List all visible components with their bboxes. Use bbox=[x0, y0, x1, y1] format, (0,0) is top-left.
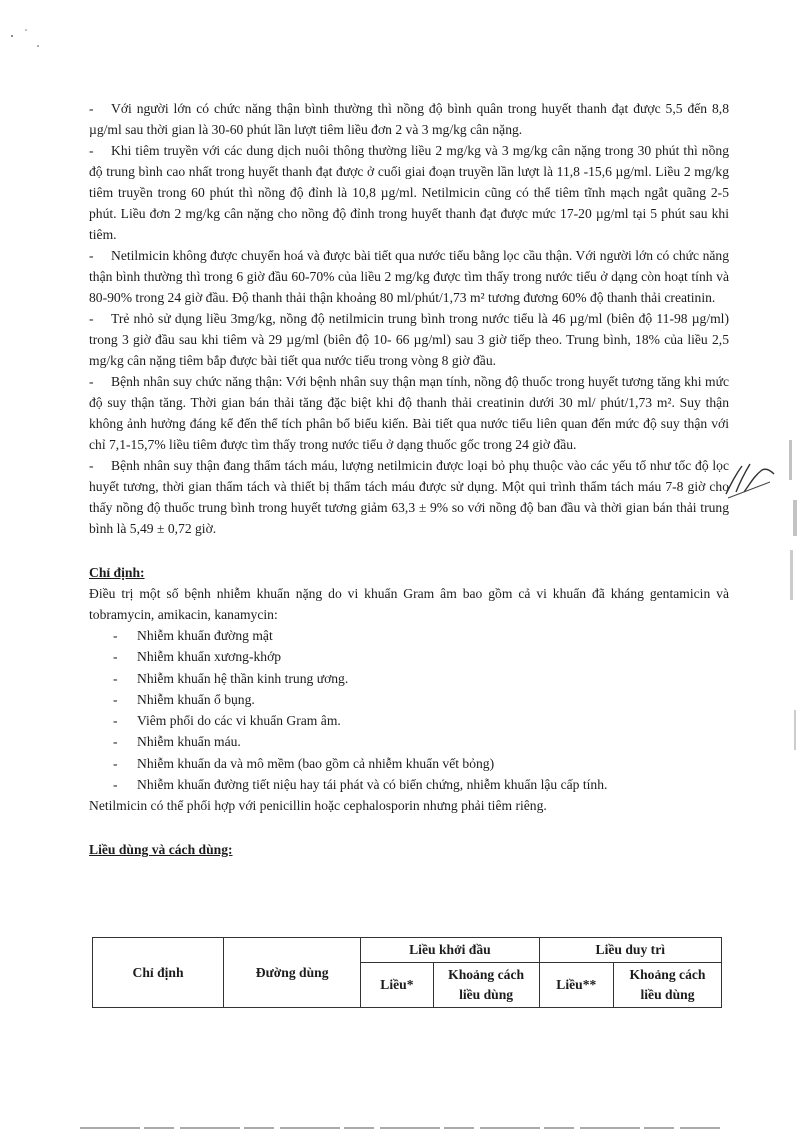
dosage-heading: Liều dùng và cách dùng: bbox=[89, 842, 233, 858]
bullet-dash: - bbox=[89, 458, 94, 473]
col-header-initial-dose: Liều* bbox=[361, 963, 433, 1008]
bullet-dash: - bbox=[89, 248, 94, 263]
list-item: - Nhiễm khuẩn xương-khớp bbox=[113, 649, 282, 665]
handwritten-initials bbox=[722, 452, 780, 502]
paragraph-children: - Trẻ nhỏ sử dụng liều 3mg/kg, nồng độ netilmicin trung bình trong nước tiểu là 46 µg/ml (biên độ 11-98 µg/ml) trong 3 giờ đầu sau khi tiêm và 29 µg/ml (biên độ 10- 66 µg/ml) sau 3 giờ tiếp theo. Trung bình, 18% của liều 2,5 mg/kg cân nặng tiêm bắp được bài tiết qua nước tiểu trong vòng 8 giờ đầu. bbox=[89, 308, 729, 371]
bullet-dash: - bbox=[89, 101, 94, 116]
col-header-route: Đường dùng bbox=[224, 938, 361, 1008]
paragraph-hemodialysis: - Bệnh nhân suy thận đang thẩm tách máu, lượng netilmicin được loại bỏ phụ thuộc vào các yếu tố như tốc độ lọc huyết tương, thời gian thẩm tách và thiết bị thẩm tách máu được sử dụng. Một qui trình thẩm tách máu 7-8 giờ cho thấy nồng độ thuốc trung bình trong huyết tương giảm 63,3 ± 9% so với nồng độ ban đầu và thời gian bán thải trung bình là 5,49 ± 0,72 giờ. bbox=[89, 455, 729, 539]
paragraph-renal-impairment: - Bệnh nhân suy chức năng thận: Với bệnh nhân suy thận mạn tính, nồng độ thuốc trong huyết tương tăng khi mức độ suy thận tăng. Thời gian bán thải tăng đặc biệt khi độ thanh thải creatinin dưới 30 ml/ phút/1,73 m². Suy thận không ảnh hưởng đáng kể đến thể tích phân bố biểu kiến. Bài tiết qua nước tiểu liên quan đến mức độ suy thận với chỉ 7,1-15,7% liều tiêm được tìm thấy trong nước tiểu ở dạng thuốc gốc trong 24 giờ đầu. bbox=[89, 371, 729, 455]
col-header-maintenance-interval: Khoảng cách liều dùng bbox=[614, 963, 722, 1008]
col-header-initial-interval: Khoảng cách liều dùng bbox=[433, 963, 539, 1008]
paragraph-excretion: - Netilmicin không được chuyển hoá và được bài tiết qua nước tiểu bằng lọc cầu thận. Với người lớn có chức năng thận bình thường thì trong 6 giờ đầu 60-70% của liều 2 mg/kg được tìm thấy trong nước tiểu ở dạng còn hoạt tính và 80-90% trong 24 giờ đầu. Độ thanh thải thận khoảng 80 ml/phút/1,73 m² tương đương 60% độ thanh thải creatinin. bbox=[89, 245, 729, 308]
list-item: - Nhiễm khuẩn ổ bụng. bbox=[113, 691, 255, 707]
list-item: - Nhiễm khuẩn đường tiết niệu hay tái phát và có biến chứng, nhiễm khuẩn lậu cấp tính. bbox=[113, 777, 608, 793]
group-header-maintenance: Liều duy trì bbox=[539, 938, 721, 963]
dosage-table bbox=[92, 937, 722, 1008]
group-header-initial: Liều khởi đầu bbox=[361, 938, 539, 963]
list-item: - Nhiễm khuẩn hệ thần kinh trung ương. bbox=[113, 670, 349, 686]
list-item: - Nhiễm khuẩn da và mô mềm (bao gồm cả nhiễm khuẩn vết bỏng) bbox=[113, 755, 495, 771]
page-edge-shadow bbox=[785, 440, 799, 610]
scan-bottom-line bbox=[80, 1126, 720, 1130]
bullet-dash: - bbox=[89, 311, 94, 326]
indications-heading: Chỉ định: bbox=[89, 565, 145, 580]
indications-note: Netilmicin có thể phối hợp với penicillin hoặc cephalosporin nhưng phải tiêm riêng. bbox=[89, 798, 547, 814]
list-item: - Nhiễm khuẩn máu. bbox=[113, 734, 241, 750]
table-row bbox=[93, 938, 722, 963]
indications-list bbox=[89, 625, 729, 795]
list-item: - Nhiễm khuẩn đường mật bbox=[113, 628, 273, 643]
document-body bbox=[89, 98, 729, 860]
indications-intro: Điều trị một số bệnh nhiễm khuẩn nặng do vi khuẩn Gram âm bao gồm cả vi khuẩn đã kháng gentamicin và tobramycin, amikacin, kanamycin: bbox=[89, 586, 729, 622]
bullet-dash: - bbox=[89, 143, 94, 158]
bullet-dash: - bbox=[89, 374, 94, 389]
paragraph-infusion: - Khi tiêm truyền với các dung dịch nuôi thông thường liều 2 mg/kg và 3 mg/kg cân nặng trong 30 phút thì nồng độ trung bình cao nhất trong huyết thanh đạt được ở cuối giai đoạn truyền lần lượt là 11,8 -15,6 µg/ml. Liều 2 mg/kg tiêm truyền trong 60 phút thì nồng độ đỉnh là 10,8 µg/ml. Netilmicin cũng có thể tiêm tĩnh mạch ngắt quãng 2-5 phút. Liều đơn 2 mg/kg cân nặng cho nồng độ đỉnh trong huyết thanh đạt được mức 17-20 µg/ml tại 5 phút sau khi tiêm. bbox=[89, 140, 729, 245]
col-header-maintenance-dose: Liều** bbox=[539, 963, 613, 1008]
col-header-indication: Chỉ định bbox=[93, 938, 224, 1008]
paragraph-adult-concentration: - Với người lớn có chức năng thận bình thường thì nồng độ bình quân trong huyết thanh đạt được 5,5 đến 8,8 µg/ml sau thời gian là 30-60 phút lần lượt tiêm liều đơn 2 và 3 mg/kg cân nặng. bbox=[89, 98, 729, 140]
list-item: - Viêm phổi do các vi khuẩn Gram âm. bbox=[113, 713, 341, 729]
page-edge-mark bbox=[785, 700, 799, 760]
scan-speck-mark bbox=[8, 22, 48, 62]
